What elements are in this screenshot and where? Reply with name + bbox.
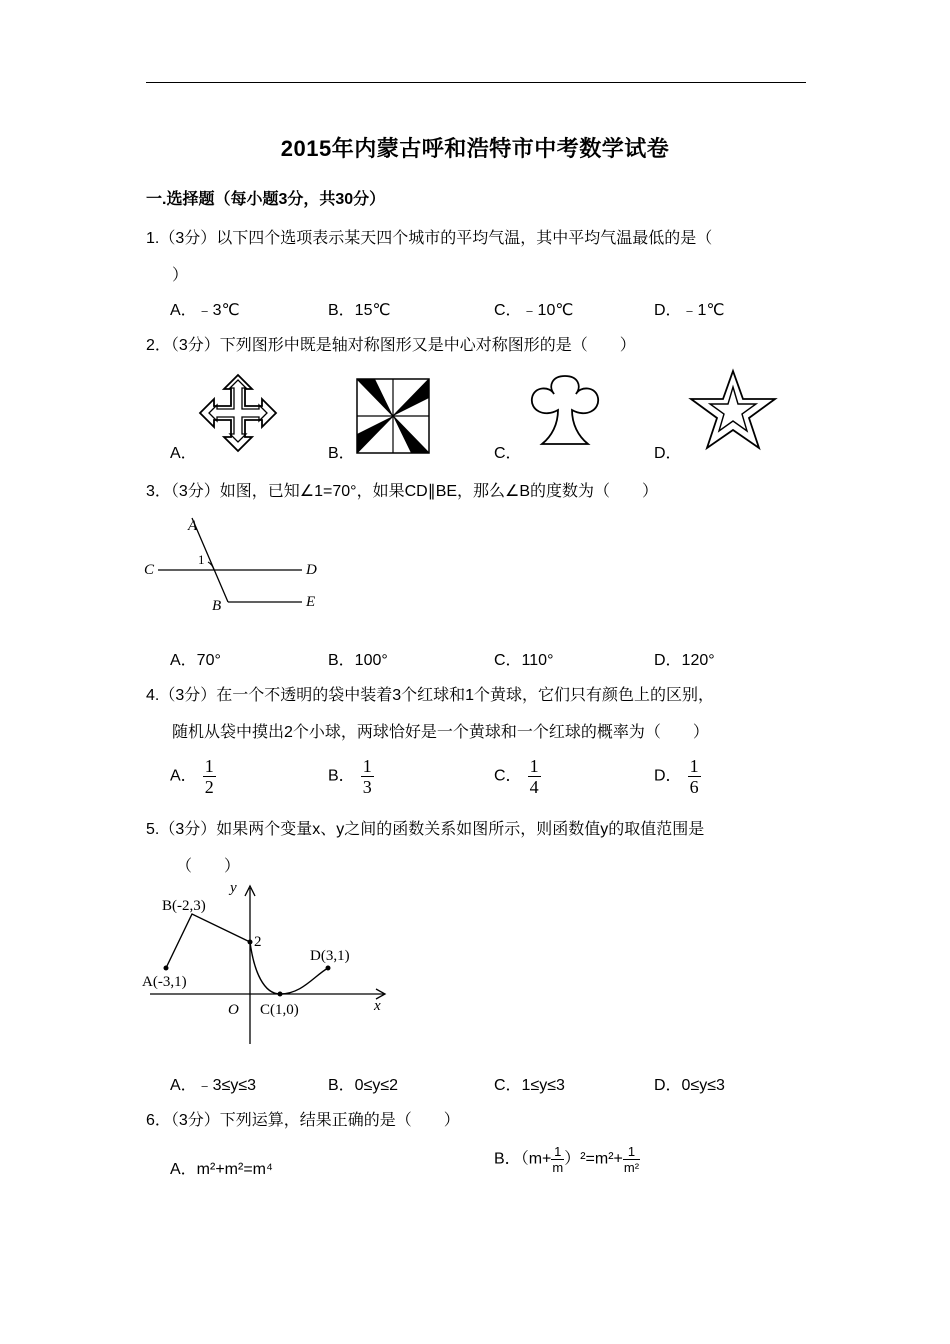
page-title: 2015年内蒙古呼和浩特市中考数学试卷: [280, 136, 670, 161]
q1-option-d: D．﹣1℃: [654, 302, 725, 319]
star-icon: [686, 368, 780, 452]
q3-option-c: C．110°: [494, 652, 554, 669]
q2-label-c: C．: [494, 445, 522, 462]
parallel-lines-figure: [140, 510, 330, 618]
point-b-label: B(-2,3): [162, 898, 206, 914]
angle-1-label: 1: [198, 552, 205, 567]
q2-label-d: D．: [654, 445, 682, 462]
question-2-stem: 2．（3分）下列图形中既是轴对称图形又是中心对称图形的是（ ）: [146, 337, 636, 354]
origin-label: O: [228, 1002, 239, 1018]
section-heading: 一.选择题（每小题3分，共30分）: [146, 191, 386, 208]
function-graph: [140, 876, 394, 1048]
q3-option-b: B．100°: [328, 652, 388, 669]
point-a-label: A(-3,1): [142, 974, 187, 990]
q4-option-a: A． $\frac{1}{2}$: [170, 756, 214, 797]
top-rule: [146, 82, 806, 83]
point-c-label: C(1,0): [260, 1002, 299, 1018]
pinwheel-icon: [354, 376, 432, 456]
y-axis-label: y: [230, 880, 237, 896]
q4-option-b: B． $\frac{1}{3}$: [328, 756, 372, 797]
q5-option-d: D．0≤y≤3: [654, 1077, 725, 1094]
point-d-label: D(3,1): [310, 948, 350, 964]
q2-label-b: B．: [328, 445, 355, 462]
x-axis-label: x: [374, 998, 381, 1014]
y-intercept-label: 2: [254, 934, 262, 950]
q5-option-c: C．1≤y≤3: [494, 1077, 565, 1094]
question-1-stem-cont: ）: [172, 267, 189, 284]
club-icon: [526, 374, 604, 448]
question-1-stem: 1.（3分）以下四个选项表示某天四个城市的平均气温，其中平均气温最低的是（: [146, 230, 713, 247]
q3-option-d: D．120°: [654, 652, 715, 669]
four-arrows-icon: [196, 372, 280, 454]
q1-option-b: B．15℃: [328, 302, 391, 319]
question-5-stem: 5.（3分）如果两个变量x、y之间的函数关系如图所示，则函数值y的取值范围是: [146, 821, 705, 838]
question-4-stem-cont: 随机从袋中摸出2个小球，两球恰好是一个黄球和一个红球的概率为（ ）: [172, 724, 709, 741]
label-c: C: [144, 562, 155, 578]
q5-option-b: B．0≤y≤2: [328, 1077, 399, 1094]
question-3-stem: 3．（3分）如图，已知∠1=70°，如果CD∥BE，那么∠B的度数为（ ）: [146, 483, 659, 500]
q3-option-a: A．70°: [170, 652, 221, 669]
label-b: B: [212, 598, 222, 614]
label-d: D: [306, 562, 317, 578]
q2-label-a: A．: [170, 445, 197, 462]
label-a: A: [188, 518, 198, 534]
label-e: E: [306, 594, 316, 610]
q4-option-c: C． $\frac{1}{4}$: [494, 756, 539, 797]
question-6-stem: 6．（3分）下列运算，结果正确的是（ ）: [146, 1112, 460, 1129]
q6-option-b: B．（m+ $\frac{1}{m}$ ）²=m²+ $\frac{1}{\text{m²}}$: [494, 1144, 640, 1175]
q1-option-a: A．﹣3℃: [170, 302, 240, 319]
question-4-stem: 4.（3分）在一个不透明的袋中装着3个红球和1个黄球，它们只有颜色上的区别，: [146, 687, 715, 704]
q4-option-d: D． $\frac{1}{6}$: [654, 756, 699, 797]
q5-option-a: A．﹣3≤y≤3: [170, 1077, 257, 1094]
q6-option-a: A．m²+m²=m⁴: [170, 1161, 273, 1178]
question-5-stem-cont: （ ）: [176, 858, 241, 875]
q1-option-c: C．﹣10℃: [494, 302, 574, 319]
